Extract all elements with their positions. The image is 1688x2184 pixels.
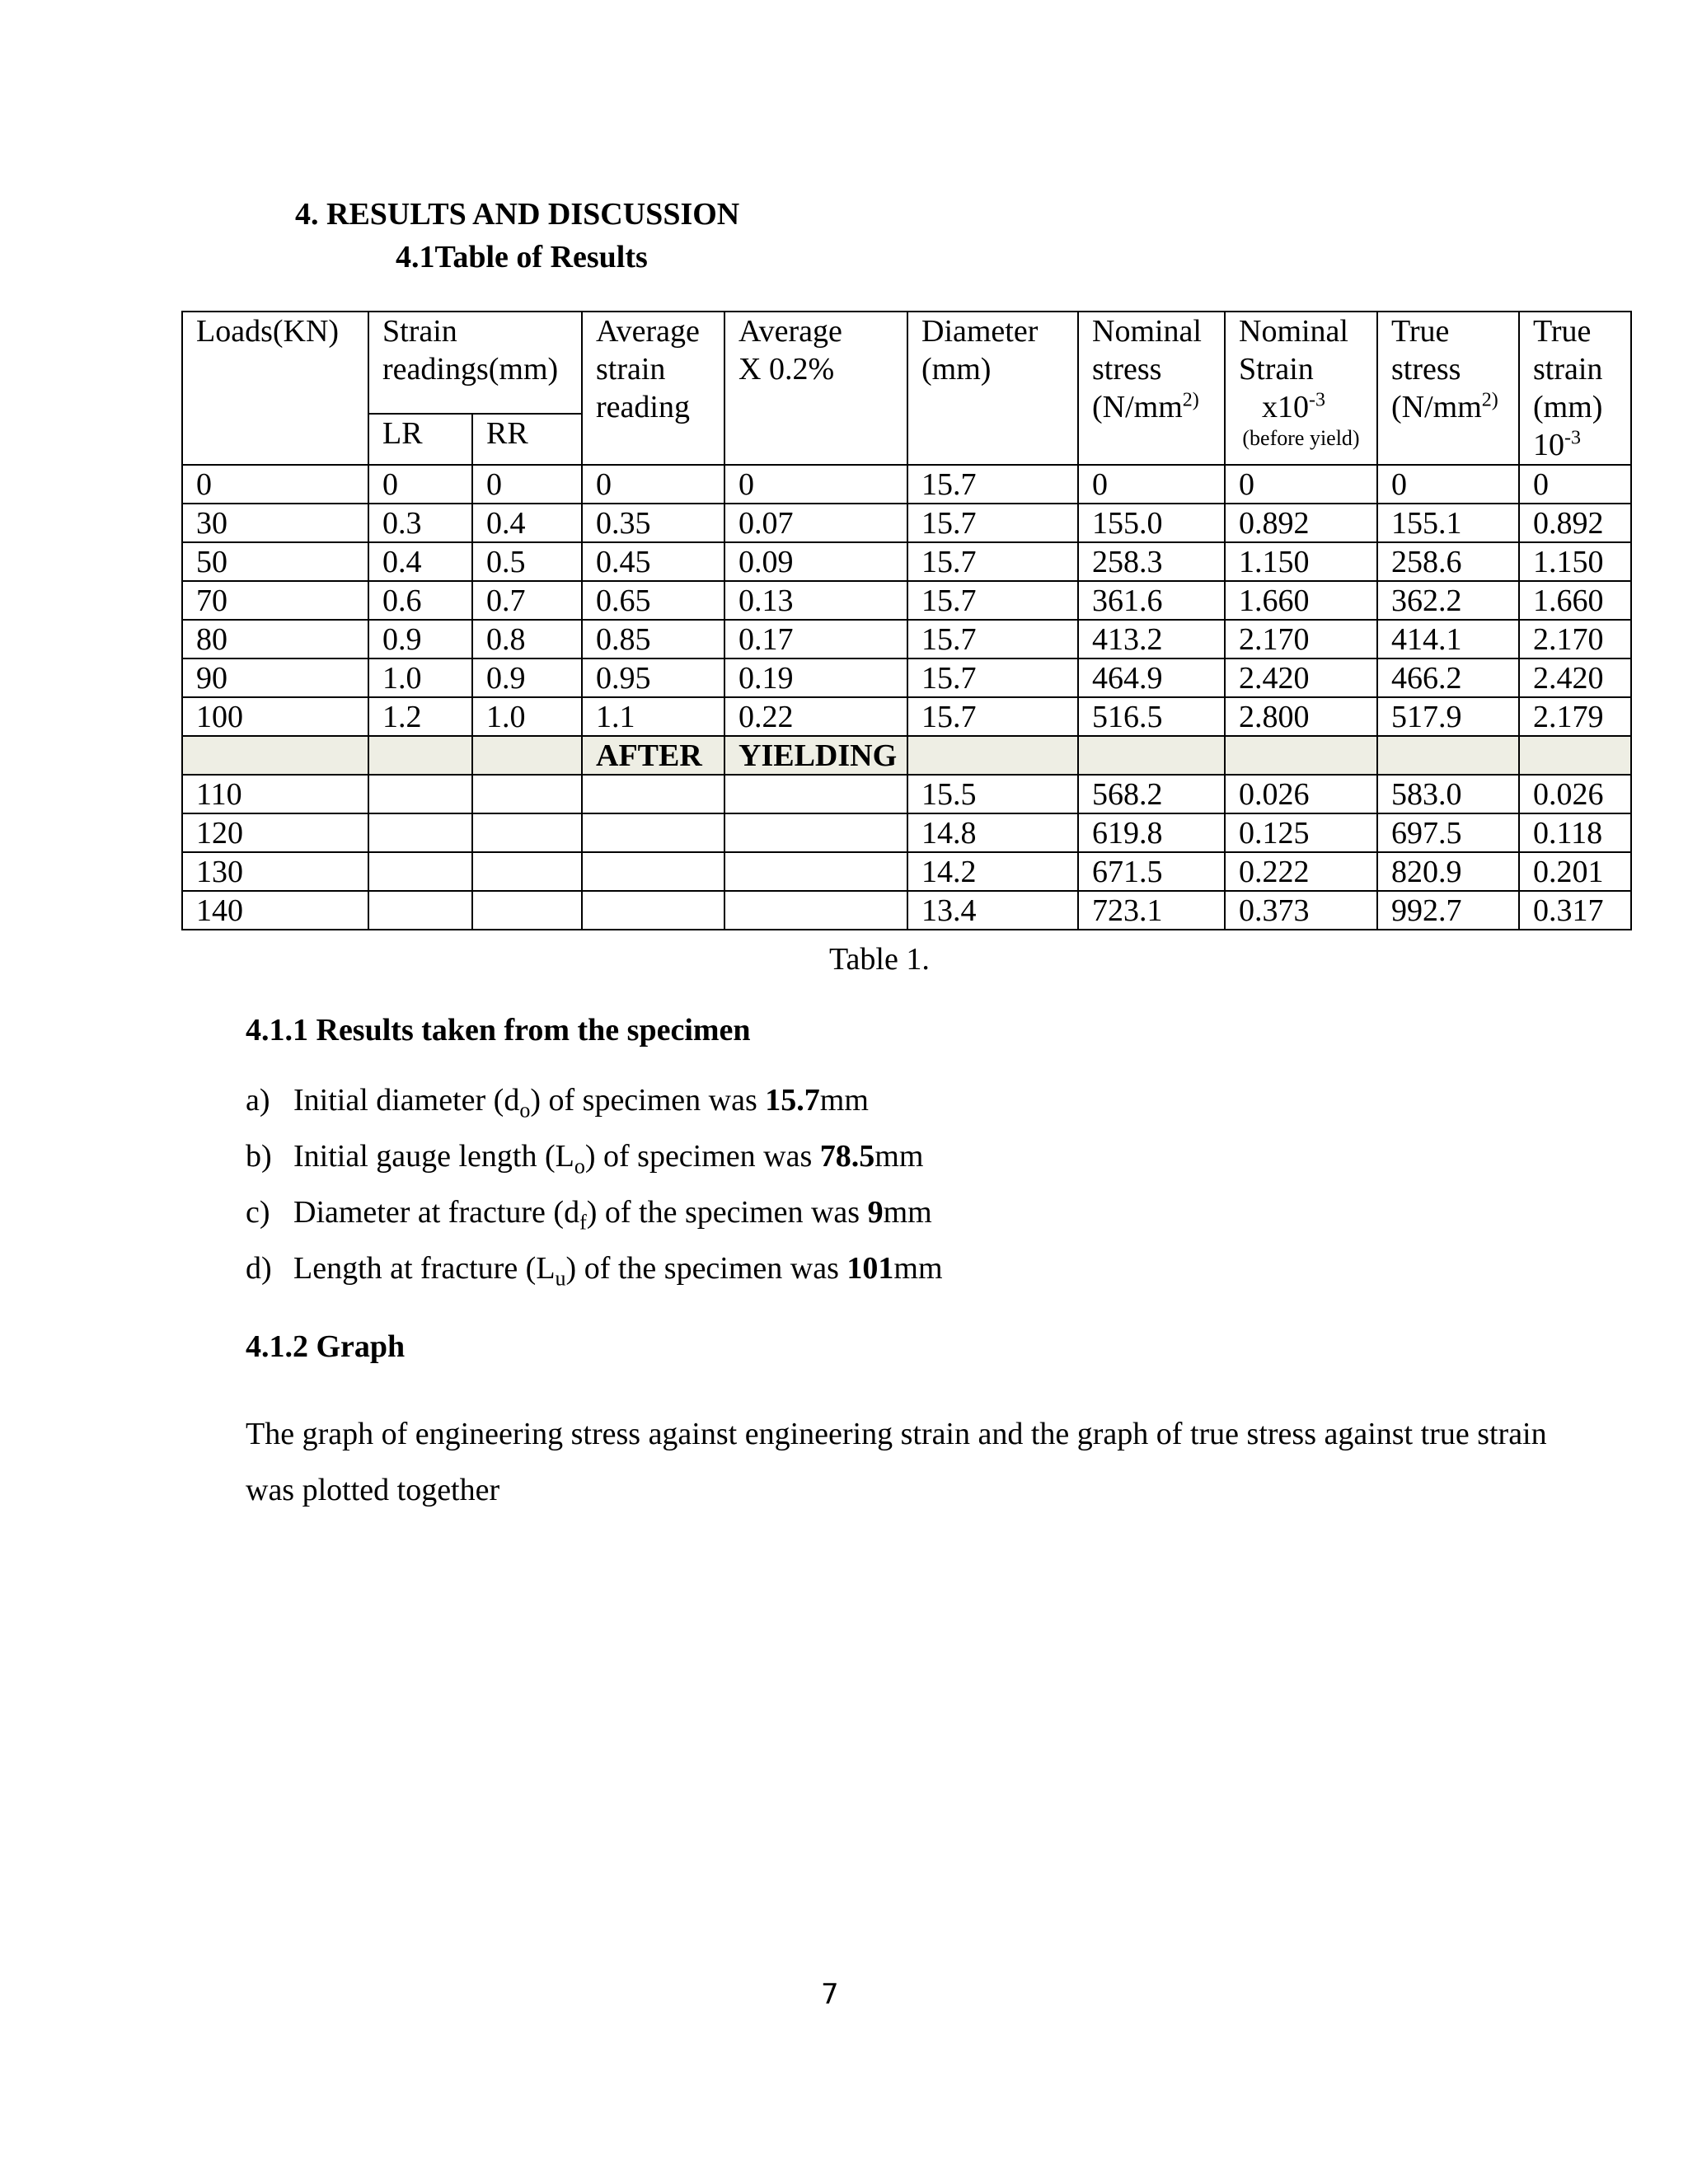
specimen-result-item [246,1136,943,1192]
header-lr: LR [368,414,472,465]
table-cell: 258.6 [1377,542,1519,581]
table-cell: 2.800 [1225,697,1377,736]
item-marker: c) [246,1195,270,1230]
specimen-results-list [246,1080,943,1304]
table-cell: 568.2 [1078,775,1225,813]
specimen-result-item [246,1080,943,1136]
header-average-x: Average X 0.2% [724,312,907,465]
table-cell: 0.3 [368,504,472,542]
table-cell: 0 [472,465,582,504]
results-table [181,311,1632,930]
table-caption: Table 1. [829,942,930,977]
table-cell: 2.420 [1225,658,1377,697]
table-cell [368,852,472,891]
table-cell: 0 [1377,465,1519,504]
table-row [182,504,1631,542]
table-cell: 0.95 [582,658,724,697]
after-label: AFTER [582,736,724,775]
table-cell: 0.09 [724,542,907,581]
item-unit: mm [893,1251,943,1286]
table-cell: 413.2 [1078,620,1225,658]
table-cell: 697.5 [1377,813,1519,852]
item-marker: d) [246,1251,272,1286]
table-cell: 1.150 [1225,542,1377,581]
table-cell: 0.201 [1519,852,1631,891]
table-cell: 0.222 [1225,852,1377,891]
header-nominal-stress: Nominal stress ($N/mm^{2)}$ [1078,312,1225,465]
table-row [182,581,1631,620]
table-cell: 0 [1519,465,1631,504]
table-row [182,775,1631,813]
item-marker: b) [246,1139,272,1174]
table-cell: 15.5 [907,775,1078,813]
table-cell: 1.0 [368,658,472,697]
table-cell: 15.7 [907,620,1078,658]
table-cell: 0.45 [582,542,724,581]
table-cell: 2.170 [1519,620,1631,658]
results-subheading: 4.1.1 Results taken from the specimen [246,1013,751,1047]
table-cell: 0.892 [1225,504,1377,542]
table-cell [582,891,724,930]
table-cell: 0.892 [1519,504,1631,542]
table-cell [472,891,582,930]
table-cell: 0.17 [724,620,907,658]
table-cell: 0.85 [582,620,724,658]
table-cell: 414.1 [1377,620,1519,658]
table-cell [582,852,724,891]
table-cell [724,891,907,930]
table-row [182,465,1631,504]
table-cell [472,813,582,852]
item-unit: mm [819,1083,869,1118]
header-rr: RR [472,414,582,465]
item-subscript: o [574,1154,585,1179]
table-cell: 90 [182,658,368,697]
item-text: ) of the specimen was [586,1195,868,1230]
item-subscript: u [555,1266,566,1291]
item-unit: mm [883,1195,932,1230]
table-cell [472,852,582,891]
table-cell: 0.6 [368,581,472,620]
item-value: 101 [846,1251,894,1286]
item-text: Diameter at fracture (d [293,1195,580,1230]
table-cell: 992.7 [1377,891,1519,930]
table-cell: 464.9 [1078,658,1225,697]
item-value: 9 [867,1195,884,1230]
table-cell: 155.1 [1377,504,1519,542]
table-cell [582,775,724,813]
table-cell: 0 [368,465,472,504]
table-row [182,891,1631,930]
table-cell: 0.317 [1519,891,1631,930]
table-cell: 15.7 [907,504,1078,542]
yield-separator [182,736,1631,775]
table-cell: 0.5 [472,542,582,581]
table-cell: 0.9 [368,620,472,658]
section-heading: 4. RESULTS AND DISCUSSION [295,197,740,232]
table-cell: 130 [182,852,368,891]
table-cell: 140 [182,891,368,930]
table-cell: 1.150 [1519,542,1631,581]
table-cell: 0.07 [724,504,907,542]
header-true-strain: True strain (mm) $10^{-3}$ [1519,312,1631,465]
table-cell: 0 [724,465,907,504]
table-cell: 1.1 [582,697,724,736]
yielding-label: YIELDING [724,736,907,775]
yield-row [182,736,1631,775]
table-cell: 50 [182,542,368,581]
table-cell: 15.7 [907,697,1078,736]
table-cell: 2.170 [1225,620,1377,658]
header-nominal-strain: Nominal Strain $x10^{-3}$ (before yield) [1225,312,1377,465]
table-cell: 70 [182,581,368,620]
table-cell: 15.7 [907,581,1078,620]
graph-subheading: 4.1.2 Graph [246,1329,406,1364]
item-text: ) of specimen was [530,1083,766,1118]
table-cell: 100 [182,697,368,736]
table-cell: 0.118 [1519,813,1631,852]
table-cell [582,813,724,852]
item-text: ) of specimen was [584,1139,820,1174]
table-cell: 517.9 [1377,697,1519,736]
table-cell: 1.660 [1519,581,1631,620]
item-subscript: f [579,1210,587,1235]
table-cell: 583.0 [1377,775,1519,813]
table-heading: 4.1Table of Results [396,240,648,274]
table-cell: 516.5 [1078,697,1225,736]
table-cell: 1.0 [472,697,582,736]
table-cell: 0.19 [724,658,907,697]
item-value: 15.7 [765,1083,820,1118]
item-text: ) of the specimen was [565,1251,847,1286]
table-cell: 258.3 [1078,542,1225,581]
table-cell: 1.2 [368,697,472,736]
table-cell [724,852,907,891]
table-cell: 13.4 [907,891,1078,930]
table-cell: 15.7 [907,542,1078,581]
table-cell: 0 [1078,465,1225,504]
table-row [182,813,1631,852]
table-cell: 0 [182,465,368,504]
table-row [182,542,1631,581]
table-cell: 0.35 [582,504,724,542]
rows-before-yield [182,465,1631,736]
table-cell: 14.2 [907,852,1078,891]
table-cell: 820.9 [1377,852,1519,891]
table-cell: 15.7 [907,465,1078,504]
table-cell: 2.420 [1519,658,1631,697]
table-cell: 671.5 [1078,852,1225,891]
item-unit: mm [874,1139,924,1174]
table-row [182,697,1631,736]
table-cell: 723.1 [1078,891,1225,930]
table-cell: 0.9 [472,658,582,697]
table-row [182,658,1631,697]
header-true-stress: True stress ($N/mm^{2)}$ [1377,312,1519,465]
item-text: Initial gauge length (L [293,1139,574,1174]
table-cell [368,813,472,852]
table-cell [368,891,472,930]
table-cell: 1.660 [1225,581,1377,620]
table-cell: 15.7 [907,658,1078,697]
table-cell: 0 [1225,465,1377,504]
table-cell: 80 [182,620,368,658]
table-cell: 466.2 [1377,658,1519,697]
table-cell: 30 [182,504,368,542]
table-cell: 0.125 [1225,813,1377,852]
table-cell: 0.22 [724,697,907,736]
header-strain-readings: Strain readings(mm) [368,312,582,414]
table-cell: 362.2 [1377,581,1519,620]
table-cell [368,775,472,813]
table-cell: 619.8 [1078,813,1225,852]
rows-after-yield [182,775,1631,930]
table-cell: 0.8 [472,620,582,658]
table-cell: 0 [582,465,724,504]
specimen-result-item [246,1192,943,1248]
table-cell: 0.13 [724,581,907,620]
table-cell: 155.0 [1078,504,1225,542]
table-cell [724,813,907,852]
header-diameter: Diameter (mm) [907,312,1078,465]
table-cell: 0.4 [368,542,472,581]
item-subscript: o [519,1098,531,1122]
item-text: Initial diameter (d [293,1083,520,1118]
table-cell: 14.8 [907,813,1078,852]
table-cell: 361.6 [1078,581,1225,620]
item-text: Length at fracture (L [293,1251,556,1286]
table-row [182,852,1631,891]
item-marker: a) [246,1083,270,1118]
table-cell: 0.4 [472,504,582,542]
specimen-result-item [246,1248,943,1304]
table-cell [472,775,582,813]
table-cell: 0.026 [1519,775,1631,813]
item-value: 78.5 [819,1139,875,1174]
page-number: 7 [821,1978,839,2011]
table-cell: 0.373 [1225,891,1377,930]
graph-paragraph: The graph of engineering stress against engineering strain and the graph of true stress against true strain was plotted together [246,1417,1547,1507]
table-cell: 2.179 [1519,697,1631,736]
table-cell: 110 [182,775,368,813]
header-loads: Loads(KN) [182,312,368,465]
table-cell [724,775,907,813]
table-cell: 0.7 [472,581,582,620]
header-average-strain: Average strain reading [582,312,724,465]
table-row [182,620,1631,658]
table-cell: 120 [182,813,368,852]
table-cell: 0.026 [1225,775,1377,813]
table-cell: 0.65 [582,581,724,620]
